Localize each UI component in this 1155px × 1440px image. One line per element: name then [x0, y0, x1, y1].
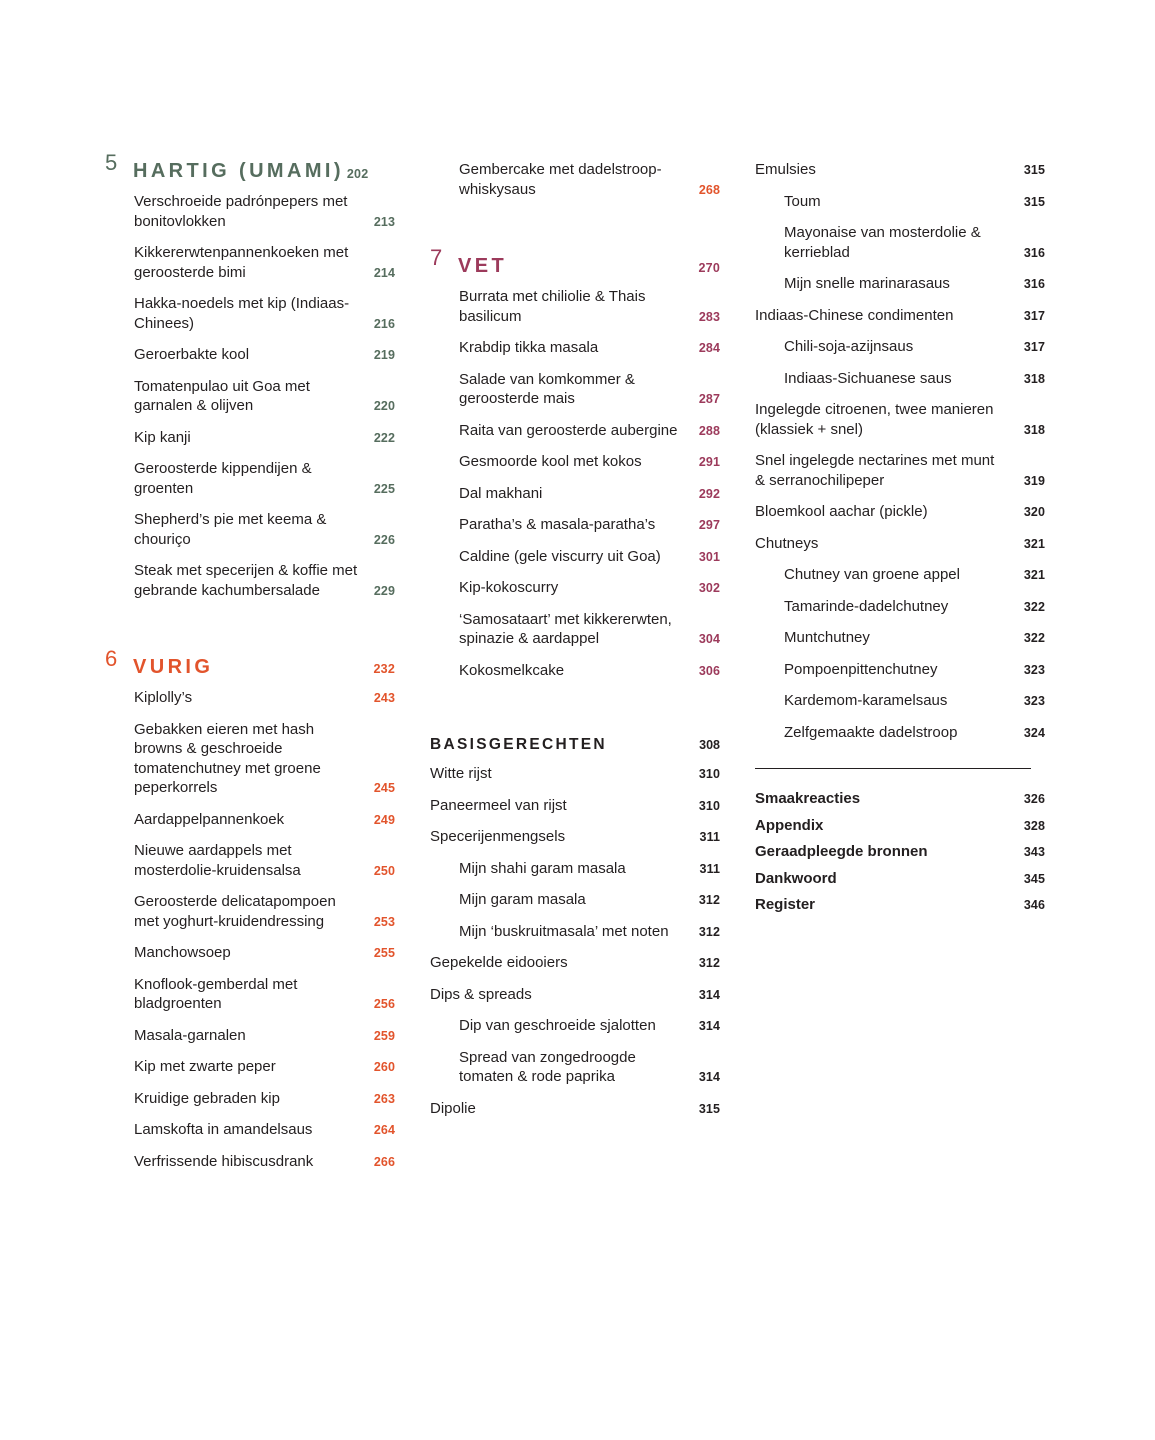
- toc-entry[interactable]: [430, 661, 720, 681]
- toc-entry-page-number: 283: [698, 309, 720, 324]
- toc-entry-title: Kardemom-karamelsaus: [784, 692, 948, 709]
- toc-entry-title: Manchowsoep: [134, 944, 231, 961]
- toc-entry-page-number: 315: [1023, 194, 1045, 209]
- toc-entry-title: Krabdip tikka masala: [459, 339, 599, 356]
- toc-entry-title: Gesmoorde kool met kokos: [459, 453, 642, 470]
- toc-entry-page-number: 304: [698, 632, 720, 647]
- chapter-header-body: [458, 255, 720, 278]
- toc-entry-title: Gepekelde eidooiers: [430, 954, 568, 971]
- toc-entry[interactable]: [755, 451, 1045, 490]
- toc-entry[interactable]: [755, 274, 1045, 294]
- toc-entry[interactable]: [430, 160, 720, 199]
- toc-entry[interactable]: [755, 597, 1045, 617]
- toc-entry-title: Geroosterde delicatapompoen met yoghurt-kruidendressing: [134, 893, 336, 930]
- toc-entry-page-number: 256: [373, 997, 395, 1012]
- toc-entry[interactable]: [105, 1057, 395, 1077]
- toc-entry-page-number: 312: [698, 893, 720, 908]
- toc-entry-page-number: 343: [1023, 845, 1045, 860]
- toc-entry-title: Geroerbakte kool: [134, 346, 250, 363]
- toc-entry-page-number: 322: [1023, 599, 1045, 614]
- toc-entry-page-number: 317: [1023, 340, 1045, 355]
- chapter-header[interactable]: [105, 150, 395, 183]
- toc-entry-title: Chutneys: [755, 534, 819, 552]
- section-page-number: 308: [699, 738, 720, 752]
- toc-entry-title: Toum: [784, 192, 821, 210]
- toc-entry-title: Mijn garam masala: [459, 891, 586, 908]
- toc-entry-title: Chili-soja-azijnsaus: [784, 338, 914, 355]
- toc-entry-page-number: 229: [373, 583, 395, 598]
- chapter-title: VURIG: [133, 656, 214, 678]
- toc-entry[interactable]: [430, 287, 720, 326]
- toc-entry-page-number: 245: [373, 781, 395, 796]
- toc-entry-page-number: 314: [698, 1070, 720, 1085]
- toc-entry-page-number: 318: [1023, 422, 1045, 437]
- toc-entry[interactable]: [105, 459, 395, 498]
- toc-entry[interactable]: [105, 841, 395, 880]
- toc-entry-title: Pompoenpittenchutney: [784, 660, 938, 678]
- toc-entry[interactable]: [105, 892, 395, 931]
- toc-entry[interactable]: [430, 421, 720, 441]
- chapter-page-number: 232: [373, 662, 395, 676]
- toc-entry-page-number: 321: [1023, 568, 1045, 583]
- toc-entry[interactable]: [755, 337, 1045, 357]
- toc-entry[interactable]: [755, 869, 1045, 889]
- toc-entry[interactable]: [430, 764, 720, 784]
- toc-entry-title: Lamskofta in amandelsaus: [134, 1121, 313, 1138]
- toc-entry[interactable]: [105, 345, 395, 365]
- toc-entry[interactable]: [755, 160, 1045, 180]
- toc-entry[interactable]: [430, 890, 720, 910]
- toc-entry-title: Raita van geroosterde aubergine: [459, 421, 678, 439]
- toc-entry[interactable]: [105, 1089, 395, 1109]
- column-2: [430, 160, 720, 1183]
- toc-entry-page-number: 220: [373, 399, 395, 414]
- toc-entry-page-number: 317: [1023, 308, 1045, 323]
- toc-entry-page-number: 263: [373, 1091, 395, 1106]
- toc-entry-page-number: 311: [699, 830, 720, 845]
- toc-entry[interactable]: [430, 484, 720, 504]
- toc-entry-page-number: 318: [1023, 371, 1045, 386]
- toc-entry[interactable]: [105, 294, 395, 333]
- toc-entry-page-number: 312: [698, 956, 720, 971]
- toc-entry[interactable]: [755, 369, 1045, 389]
- toc-entry-title: Shepherd’s pie met keema & chouriço: [134, 511, 327, 548]
- chapter-header[interactable]: [430, 245, 720, 278]
- toc-entry-page-number: 345: [1023, 871, 1045, 886]
- toc-entry-page-number: 328: [1023, 818, 1045, 833]
- toc-entry-title: Indiaas-Sichuanese saus: [784, 369, 952, 387]
- toc-entry[interactable]: [755, 400, 1045, 439]
- toc-entry[interactable]: [755, 691, 1045, 711]
- toc-entry-title: Specerijenmengsels: [430, 828, 566, 845]
- toc-entry[interactable]: [430, 370, 720, 409]
- toc-entry-page-number: 243: [373, 691, 395, 706]
- toc-entry-page-number: 316: [1023, 245, 1045, 260]
- toc-entry-title: ‘Samosataart’ met kikkererwten, spinazie & aardappel: [459, 610, 672, 647]
- toc-entry[interactable]: [430, 578, 720, 598]
- toc-entry[interactable]: [755, 192, 1045, 212]
- toc-entry-title: Appendix: [755, 816, 824, 834]
- toc-entry[interactable]: [430, 1048, 720, 1087]
- toc-entry-page-number: 264: [373, 1123, 395, 1138]
- toc-entry-page-number: 319: [1023, 473, 1045, 488]
- toc-entry[interactable]: [105, 943, 395, 963]
- toc-entry[interactable]: [105, 810, 395, 830]
- toc-entry-page-number: 315: [698, 1101, 720, 1116]
- toc-entry-title: Mijn shahi garam masala: [459, 859, 626, 877]
- toc-entry[interactable]: [430, 985, 720, 1005]
- chapter-number: 6: [105, 646, 118, 671]
- toc-entry-page-number: 323: [1023, 694, 1045, 709]
- toc-entry-page-number: 314: [698, 987, 720, 1002]
- toc-entry-page-number: 346: [1023, 898, 1045, 913]
- toc-entry[interactable]: [755, 723, 1045, 743]
- toc-entry[interactable]: [105, 720, 395, 798]
- toc-entry-title: Mayonaise van mosterdolie & kerrieblad: [784, 224, 981, 261]
- toc-entry-title: Zelfgemaakte dadelstroop: [784, 723, 958, 741]
- toc-entry-title: Register: [755, 896, 816, 913]
- toc-entry-title: Dankwoord: [755, 869, 837, 887]
- toc-entry-page-number: 222: [373, 430, 395, 445]
- toc-entry-title: Gebakken eieren met hash browns & geschroeide tomatenchutney met groene peperkorrels: [134, 720, 321, 796]
- toc-entry-page-number: 323: [1023, 662, 1045, 677]
- toc-entry-page-number: 321: [1023, 536, 1045, 551]
- toc-entry-title: Burrata met chiliolie & Thais basilicum: [459, 288, 646, 325]
- toc-entry[interactable]: [430, 827, 720, 847]
- chapter-page-number: 202: [346, 167, 369, 181]
- chapter-page-number: 270: [698, 261, 720, 275]
- chapter-number: 5: [105, 150, 118, 175]
- toc-entry-title: Caldine (gele viscurry uit Goa): [459, 547, 661, 565]
- toc-entry[interactable]: [430, 547, 720, 567]
- toc-entry[interactable]: [755, 628, 1045, 648]
- toc-entry-page-number: 287: [698, 392, 720, 407]
- toc-entry-page-number: 301: [698, 549, 720, 564]
- toc-entry-title: Hakka-noedels met kip (Indiaas-Chinees): [134, 295, 350, 332]
- toc-entry[interactable]: [755, 895, 1045, 915]
- toc-entry[interactable]: [430, 796, 720, 816]
- toc-entry-title: Aardappelpannenkoek: [134, 810, 285, 828]
- toc-entry-page-number: 315: [1023, 163, 1045, 178]
- toc-entry-title: Paratha’s & masala-paratha’s: [459, 516, 656, 533]
- block-spacer: [430, 692, 720, 736]
- toc-entry-page-number: 306: [698, 663, 720, 678]
- toc-entry[interactable]: [105, 243, 395, 282]
- toc-entry-page-number: 310: [698, 767, 720, 782]
- toc-entry[interactable]: [430, 515, 720, 535]
- toc-entry[interactable]: [755, 816, 1045, 836]
- toc-entry-page-number: 266: [373, 1154, 395, 1169]
- chapter-number: 7: [430, 245, 443, 270]
- toc-entry[interactable]: [755, 306, 1045, 326]
- toc-entry-page-number: 311: [699, 861, 720, 876]
- toc-entry-title: Mijn ‘buskruitmasala’ met noten: [459, 922, 669, 940]
- section-title: BASISGERECHTEN: [430, 736, 607, 753]
- toc-entry[interactable]: [105, 428, 395, 448]
- toc-entry[interactable]: [430, 1099, 720, 1119]
- toc-entry[interactable]: [755, 660, 1045, 680]
- toc-entry-page-number: 324: [1023, 725, 1045, 740]
- toc-entry-title: Kokosmelkcake: [459, 661, 565, 679]
- toc-entry-title: Geraadpleegde bronnen: [755, 843, 928, 860]
- toc-entry-title: Smaakreacties: [755, 790, 861, 807]
- toc-entry-title: Snel ingelegde nectarines met munt & serranochilipeper: [755, 452, 995, 489]
- toc-entry[interactable]: [430, 338, 720, 358]
- toc-entry[interactable]: [430, 610, 720, 649]
- toc-entry[interactable]: [755, 842, 1045, 862]
- column-1: [105, 150, 395, 1183]
- toc-entry-page-number: 249: [373, 812, 395, 827]
- toc-entry-title: Kip kanji: [134, 428, 191, 446]
- toc-entry-page-number: 260: [373, 1060, 395, 1075]
- toc-entry-page-number: 310: [698, 798, 720, 813]
- toc-entry-page-number: 213: [373, 214, 395, 229]
- toc-entry-title: Chutney van groene appel: [784, 566, 960, 583]
- toc-entry[interactable]: [755, 565, 1045, 585]
- toc-entry[interactable]: [755, 502, 1045, 522]
- toc-entry-page-number: 268: [698, 182, 720, 197]
- toc-entry-title: Verschroeide padrónpepers met bonitovlokken: [134, 193, 348, 230]
- backmatter-divider: [755, 768, 1031, 769]
- toc-entry-title: Ingelegde citroenen, twee manieren (klassiek + snel): [755, 401, 994, 438]
- toc-entry-title: Paneermeel van rijst: [430, 796, 567, 814]
- toc-entry-title: Mijn snelle marinarasaus: [784, 275, 950, 292]
- toc-entry-title: Indiaas-Chinese condimenten: [755, 306, 954, 324]
- toc-columns: [105, 150, 1050, 1183]
- toc-entry-page-number: 316: [1023, 277, 1045, 292]
- toc-entry-title: Knoflook-gemberdal met bladgroenten: [134, 975, 298, 1012]
- toc-entry-page-number: 314: [698, 1019, 720, 1034]
- toc-entry[interactable]: [105, 1152, 395, 1172]
- toc-entry-title: Kip-kokoscurry: [459, 579, 559, 596]
- chapter-header[interactable]: [105, 646, 395, 679]
- toc-entry-title: Kikkererwtenpannenkoeken met geroosterde bimi: [134, 244, 349, 281]
- toc-entry-page-number: 225: [373, 481, 395, 496]
- toc-entry-title: Geroosterde kippendijen & groenten: [134, 460, 312, 497]
- toc-entry-title: Muntchutney: [784, 629, 870, 646]
- toc-entry-page-number: 326: [1023, 792, 1045, 807]
- toc-entry-title: Spread van zongedroogde tomaten & rode paprika: [459, 1048, 636, 1085]
- toc-entry-title: Verfrissende hibiscusdrank: [134, 1152, 314, 1170]
- toc-entry-title: Gembercake met dadelstroop-whiskysaus: [459, 161, 662, 198]
- toc-entry-page-number: 226: [373, 532, 395, 547]
- toc-entry-title: Tamarinde-dadelchutney: [784, 597, 949, 615]
- toc-entry-title: Salade van komkommer & geroosterde mais: [459, 370, 635, 407]
- toc-entry-title: Kiplolly’s: [134, 689, 193, 706]
- toc-entry[interactable]: [105, 975, 395, 1014]
- toc-entry[interactable]: [755, 223, 1045, 262]
- section-header[interactable]: [430, 736, 720, 754]
- chapter-header-body: [133, 656, 395, 679]
- toc-entry-title: Kruidige gebraden kip: [134, 1089, 280, 1107]
- toc-entry-title: Bloemkool aachar (pickle): [755, 503, 928, 520]
- chapter-title: HARTIG (UMAMI): [133, 160, 344, 182]
- toc-entry[interactable]: [105, 1026, 395, 1046]
- toc-entry-page-number: 216: [373, 316, 395, 331]
- toc-entry-page-number: 214: [373, 265, 395, 280]
- toc-entry[interactable]: [105, 510, 395, 549]
- toc-entry-page-number: 253: [373, 914, 395, 929]
- toc-entry-title: Dipolie: [430, 1099, 476, 1117]
- toc-entry-page-number: 250: [373, 863, 395, 878]
- column-3: [755, 160, 1045, 1183]
- toc-entry-page-number: 255: [373, 946, 395, 961]
- toc-entry[interactable]: [105, 377, 395, 416]
- toc-entry[interactable]: [105, 561, 395, 600]
- toc-entry-page-number: 302: [698, 581, 720, 596]
- toc-entry[interactable]: [105, 192, 395, 231]
- chapter-header-body: [133, 160, 395, 183]
- toc-entry-page-number: 259: [373, 1028, 395, 1043]
- toc-entry-page-number: 312: [698, 924, 720, 939]
- toc-entry[interactable]: [430, 953, 720, 973]
- toc-entry-page-number: 292: [698, 486, 720, 501]
- toc-entry-page-number: 297: [698, 518, 720, 533]
- block-spacer: [105, 612, 395, 656]
- toc-entry-title: Steak met specerijen & koffie met gebrande kachumbersalade: [134, 562, 358, 599]
- toc-entry-title: Dips & spreads: [430, 985, 532, 1003]
- toc-entry[interactable]: [755, 534, 1045, 554]
- toc-entry-title: Tomatenpulao uit Goa met garnalen & olijven: [134, 377, 310, 414]
- toc-entry-page-number: 219: [373, 348, 395, 363]
- toc-entry-page-number: 291: [698, 455, 720, 470]
- toc-entry-title: Masala-garnalen: [134, 1026, 246, 1044]
- toc-entry-page-number: 322: [1023, 631, 1045, 646]
- toc-entry-title: Witte rijst: [430, 765, 492, 782]
- block-spacer: [430, 211, 720, 255]
- toc-entry[interactable]: [105, 1120, 395, 1140]
- toc-entry-title: Kip met zwarte peper: [134, 1058, 276, 1075]
- toc-entry-title: Dip van geschroeide sjalotten: [459, 1017, 656, 1034]
- toc-entry-title: Nieuwe aardappels met mosterdolie-kruidensalsa: [134, 842, 301, 879]
- toc-entry-title: Dal makhani: [459, 484, 543, 502]
- toc-entry-page-number: 288: [698, 423, 720, 438]
- toc-entry[interactable]: [430, 859, 720, 879]
- toc-entry[interactable]: [755, 789, 1045, 809]
- toc-entry[interactable]: [430, 452, 720, 472]
- toc-entry[interactable]: [105, 688, 395, 708]
- toc-entry[interactable]: [430, 922, 720, 942]
- toc-entry-title: Emulsies: [755, 161, 816, 178]
- toc-entry[interactable]: [430, 1016, 720, 1036]
- chapter-title: VET: [458, 255, 508, 277]
- toc-entry-page-number: 320: [1023, 505, 1045, 520]
- toc-entry-page-number: 284: [698, 341, 720, 356]
